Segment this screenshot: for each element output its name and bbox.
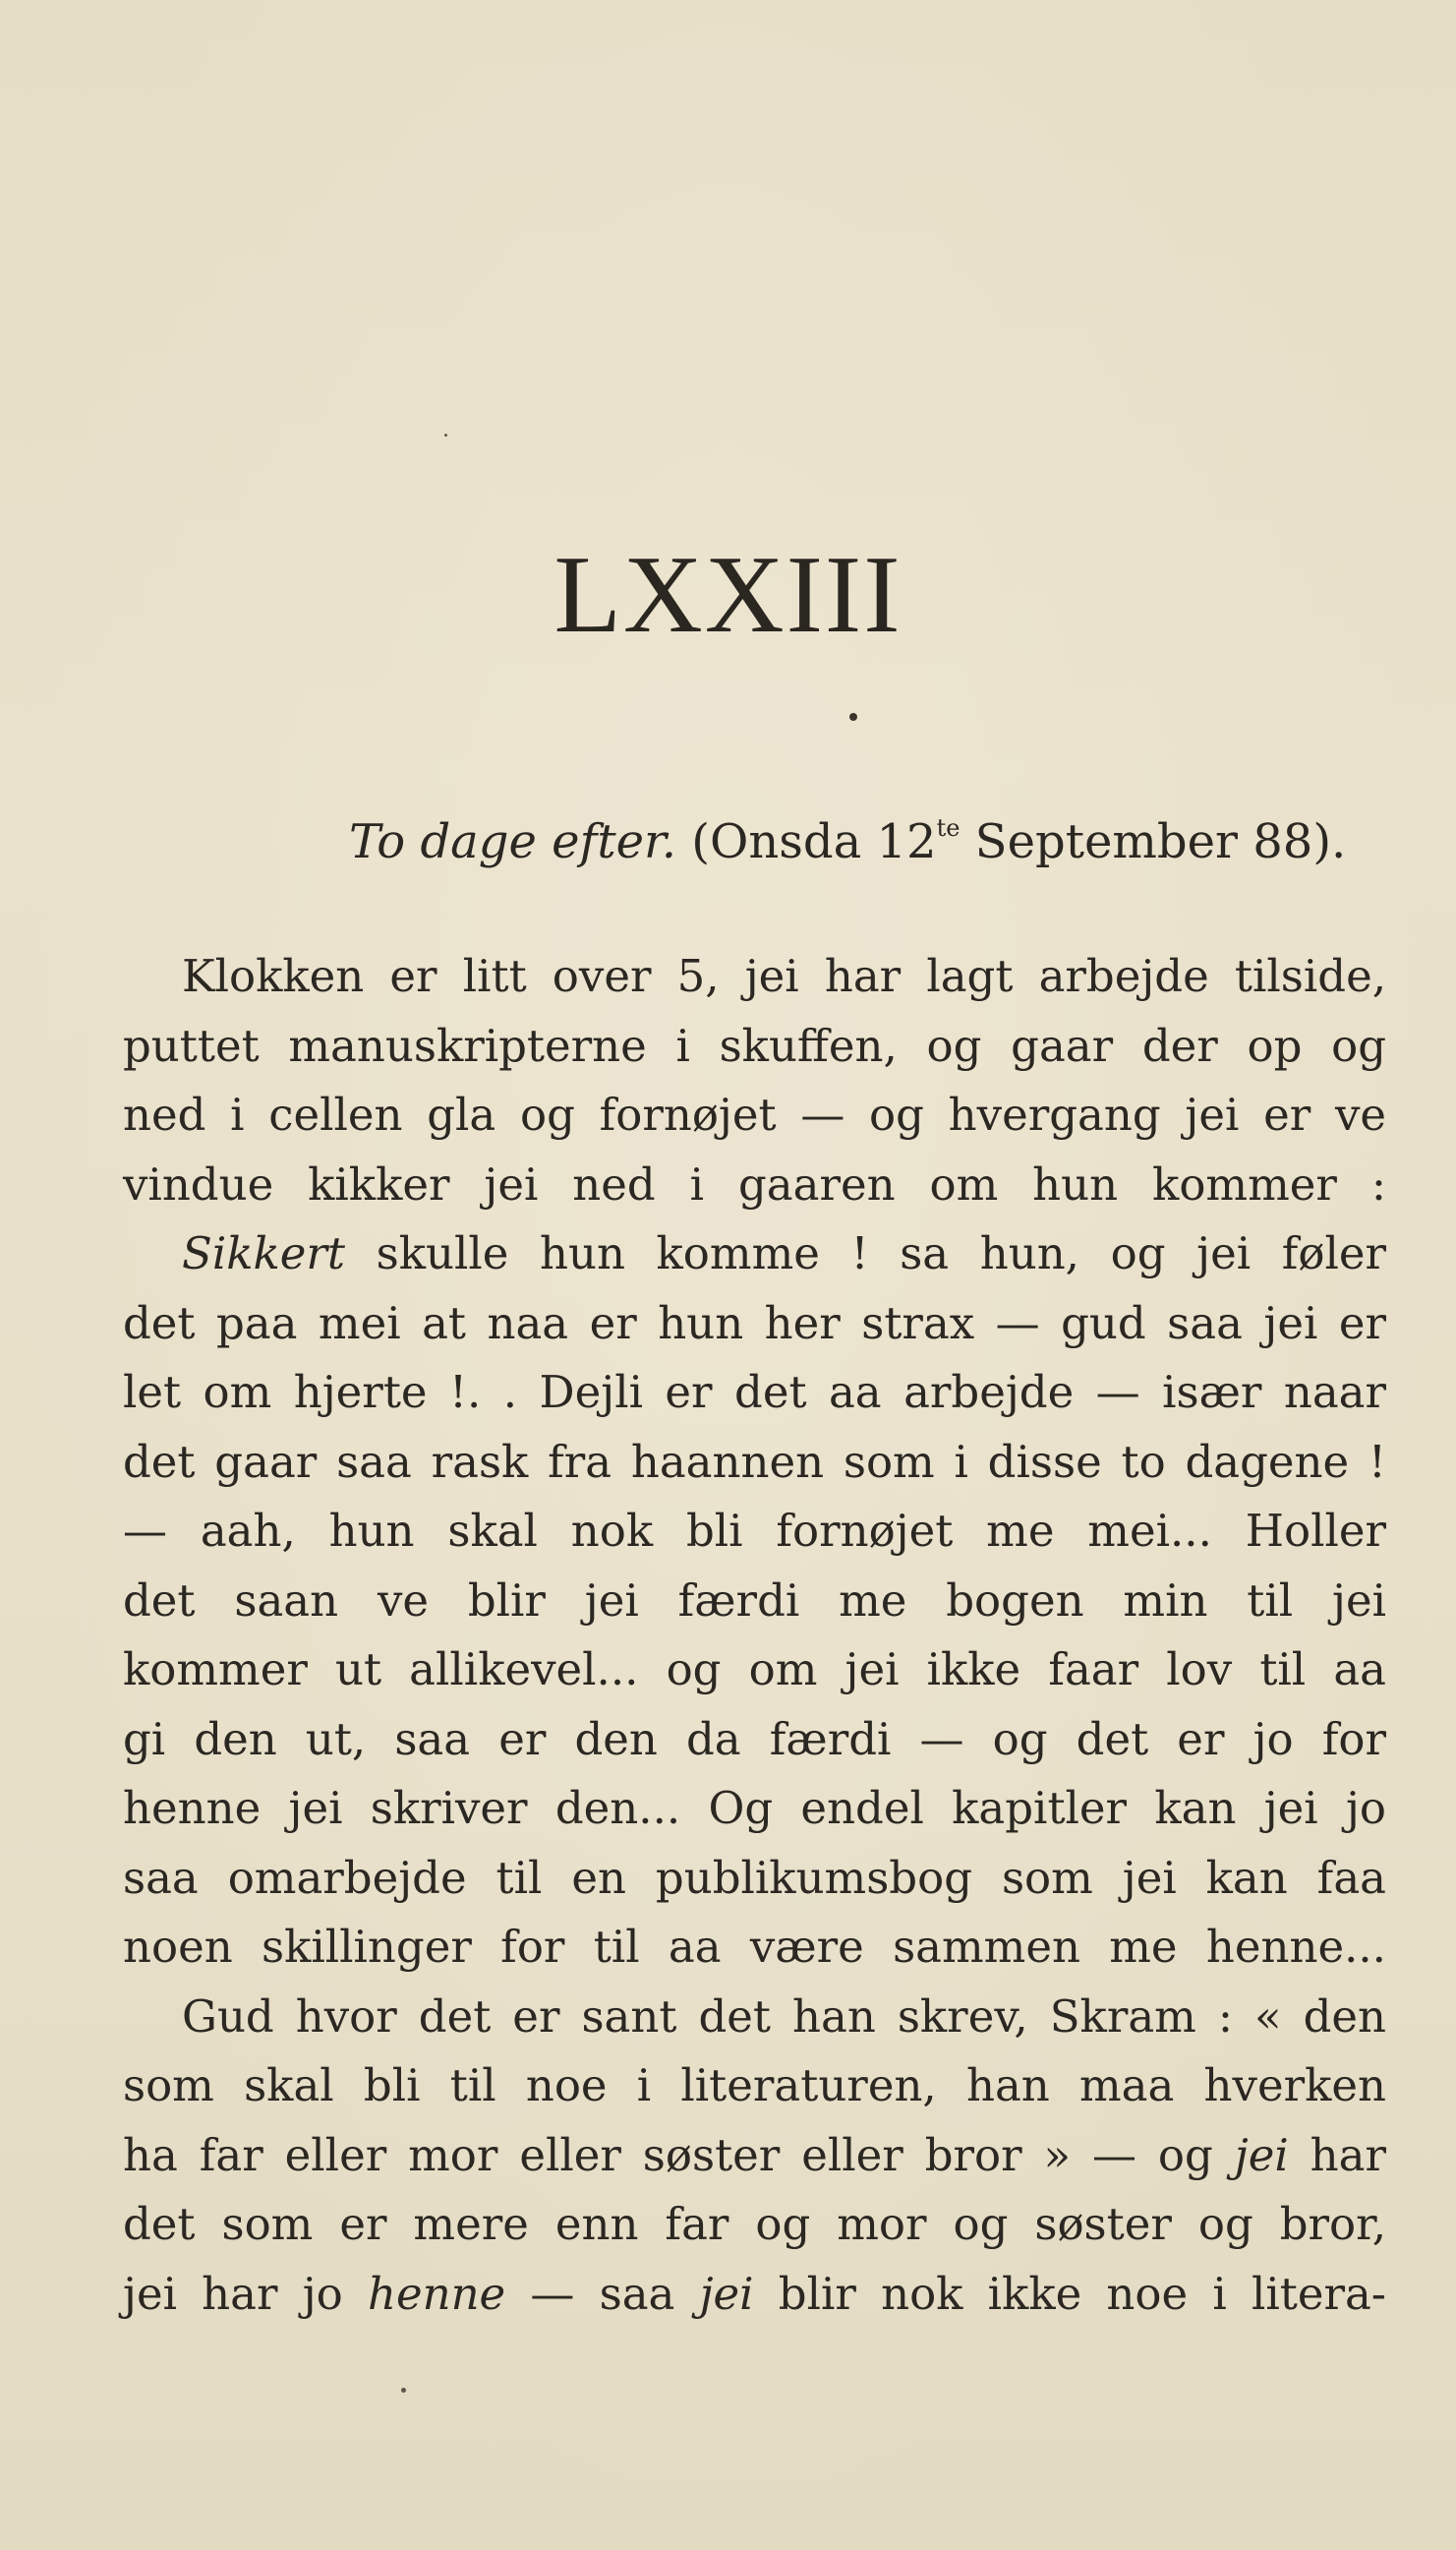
text-line [123,1081,1386,1151]
text-line [123,1428,1386,1498]
text-line [123,2121,1386,2191]
text-emphasis: henne [367,2267,506,2320]
text-run: Klokken er litt over 5, jei har lagt arbejde tilside, [182,950,1386,1002]
text-run: det gaar saa rask fra haannen som i disse to dagene ! [123,1435,1386,1488]
text-line [123,1012,1386,1082]
text-run: ha far eller mor eller søster eller bror » — og [123,2128,1235,2181]
text-line [123,1635,1386,1705]
text-run: skulle hun komme ! sa hun, og jei føler [344,1227,1386,1279]
dateline [349,797,1346,873]
text-line [123,1497,1386,1567]
text-run: saa omarbejde til en publikumsbog som jei kan faa [123,1851,1386,1904]
text-line [123,1219,1386,1289]
text-run: henne jei skriver den... Og endel kapitler kan jei jo [123,1782,1386,1834]
text-run: kommer ut allikevel... og om jei ikke faar lov til aa [123,1643,1386,1695]
text-run: blir nok ikke noe i litera- [753,2267,1386,2320]
text-run: noen skillinger for til aa være sammen me henne... [123,1921,1386,1973]
text-emphasis: jei [1234,2128,1289,2181]
body-text [123,942,1386,2329]
text-emphasis: jei [699,2267,754,2320]
text-run: det saan ve blir jei færdi me bogen min til jei [123,1573,1386,1627]
dateline-open: (Onsda 12 [691,814,937,869]
text-line [123,2190,1386,2260]
text-run: det som er mere enn far og mor og søster og bror, [123,2198,1386,2250]
text-emphasis: Sikkert [182,1227,345,1279]
paper-speck [444,434,447,437]
dateline-close: September 88). [960,814,1347,869]
text-run: — saa [505,2267,700,2320]
chapter-number: LXXIII [553,534,903,656]
text-run: gi den ut, saa er den da færdi — og det er jo for [123,1712,1386,1765]
text-line [123,1151,1386,1220]
text-line [123,2051,1386,2121]
text-run: som skal bli til noe i literaturen, han maa hverken [123,2059,1386,2111]
ornament-dot [849,713,857,721]
text-run: jei har jo [123,2267,368,2320]
text-line [123,942,1386,1012]
text-run: vindue kikker jei ned i gaaren om hun kommer : [123,1157,1386,1211]
text-line [123,1913,1386,1983]
text-run: det paa mei at naa er hun her strax — gud saa jei er [123,1296,1386,1349]
dateline-italic: To dage efter. [349,814,676,869]
dateline-sup: te [936,814,961,842]
text-line [123,1844,1386,1914]
text-line [123,1705,1386,1775]
text-line [123,1567,1386,1636]
text-run: let om hjerte !. . Dejli er det aa arbejde — især naar [123,1366,1386,1418]
text-run: Gud hvor det er sant det han skrev, Skram : « den [182,1989,1386,2043]
text-line [123,1774,1386,1844]
text-line [123,1358,1386,1428]
text-run: har [1288,2128,1386,2181]
text-run: ned i cellen gla og fornøjet — og hvergang jei er ve [123,1089,1386,1141]
text-run: puttet manuskripterne i skuffen, og gaar der op og [123,1019,1386,1072]
text-line [123,1289,1386,1359]
text-run: — aah, hun skal nok bli fornøjet me mei... Holler [123,1505,1386,1557]
text-line [123,1983,1386,2052]
paper-speck [401,2388,406,2393]
text-line [123,2260,1386,2330]
